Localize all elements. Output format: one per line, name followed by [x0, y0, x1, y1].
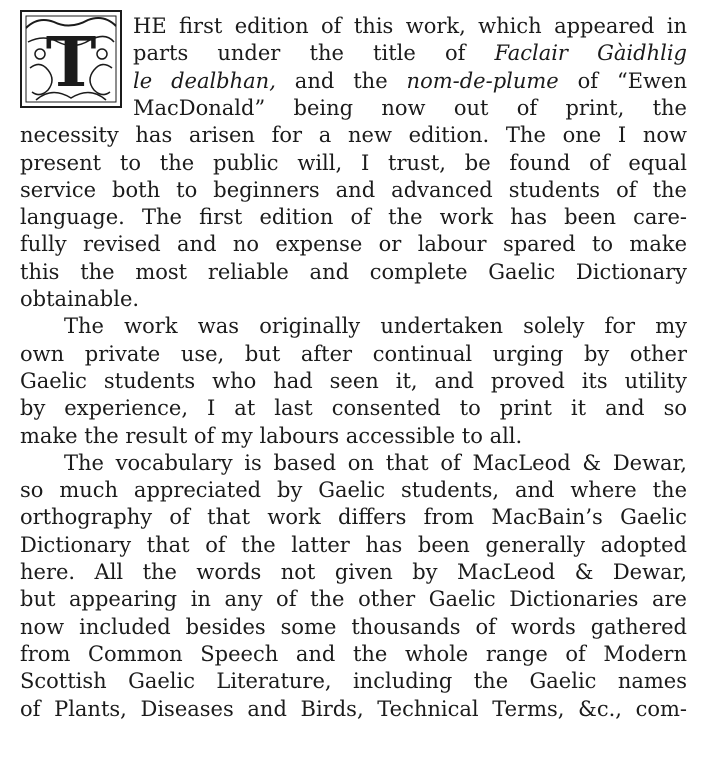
text-line: so much appreciated by Gaelic students, and where the	[20, 478, 687, 503]
text-line: necessity has arisen for a new edition. The one I now	[20, 123, 687, 148]
text-line: fully revised and no expense or labour spared to make	[20, 232, 687, 257]
text-line: own private use, but after continual urging by other	[20, 341, 687, 366]
text-line: Scottish Gaelic Literature, including the Gaelic names	[20, 669, 687, 694]
text-line: this the most reliable and complete Gaelic Dictionary	[20, 259, 687, 284]
text-line: language. The first edition of the work has been care-	[20, 205, 687, 230]
text-line: by experience, I at last consented to print it and so	[20, 396, 687, 421]
text-line: make the result of my labours accessible to all.	[20, 423, 523, 448]
text-line: HE first edition of this work, which appeared in	[133, 14, 687, 38]
italic-title: le dealbhan,	[133, 68, 276, 93]
text-line: Gaelic students who had seen it, and proved its utility	[20, 368, 687, 393]
text-line: le dealbhan, and the nom-de-plume of “Ewen	[133, 68, 687, 93]
text-line: but appearing in any of the other Gaelic Dictionaries are	[20, 587, 687, 612]
text-line: orthography of that work differs from MacBain’s Gaelic	[20, 505, 687, 530]
text-line: The vocabulary is based on that of MacLeod & Dewar,	[64, 450, 687, 475]
drop-cap-letter: T	[45, 23, 97, 103]
text-line: MacDonald” being now out of print, the	[133, 95, 687, 120]
italic-title: Faclair Gàidhlig	[494, 41, 687, 66]
text-line: parts under the title of Faclair Gàidhlig	[133, 41, 687, 66]
text-line: The work was originally undertaken solely for my	[64, 314, 687, 339]
text-line: here. All the words not given by MacLeod & Dewar,	[20, 560, 687, 584]
text-line: present to the public will, I trust, be found of equal	[20, 150, 687, 175]
text-line: now included besides some thousands of words gathered	[20, 614, 687, 639]
italic-term: nom-de-plume	[406, 68, 559, 93]
text-line: from Common Speech and the whole range of Modern	[20, 641, 687, 666]
text-line: obtainable.	[20, 287, 140, 311]
text-line: service both to beginners and advanced students of the	[20, 177, 687, 202]
text-line: Dictionary that of the latter has been generally adopted	[20, 532, 687, 557]
ornamental-drop-cap-icon	[18, 8, 124, 110]
text-line: of Plants, Diseases and Birds, Technical Terms, &c., com-	[20, 696, 687, 721]
